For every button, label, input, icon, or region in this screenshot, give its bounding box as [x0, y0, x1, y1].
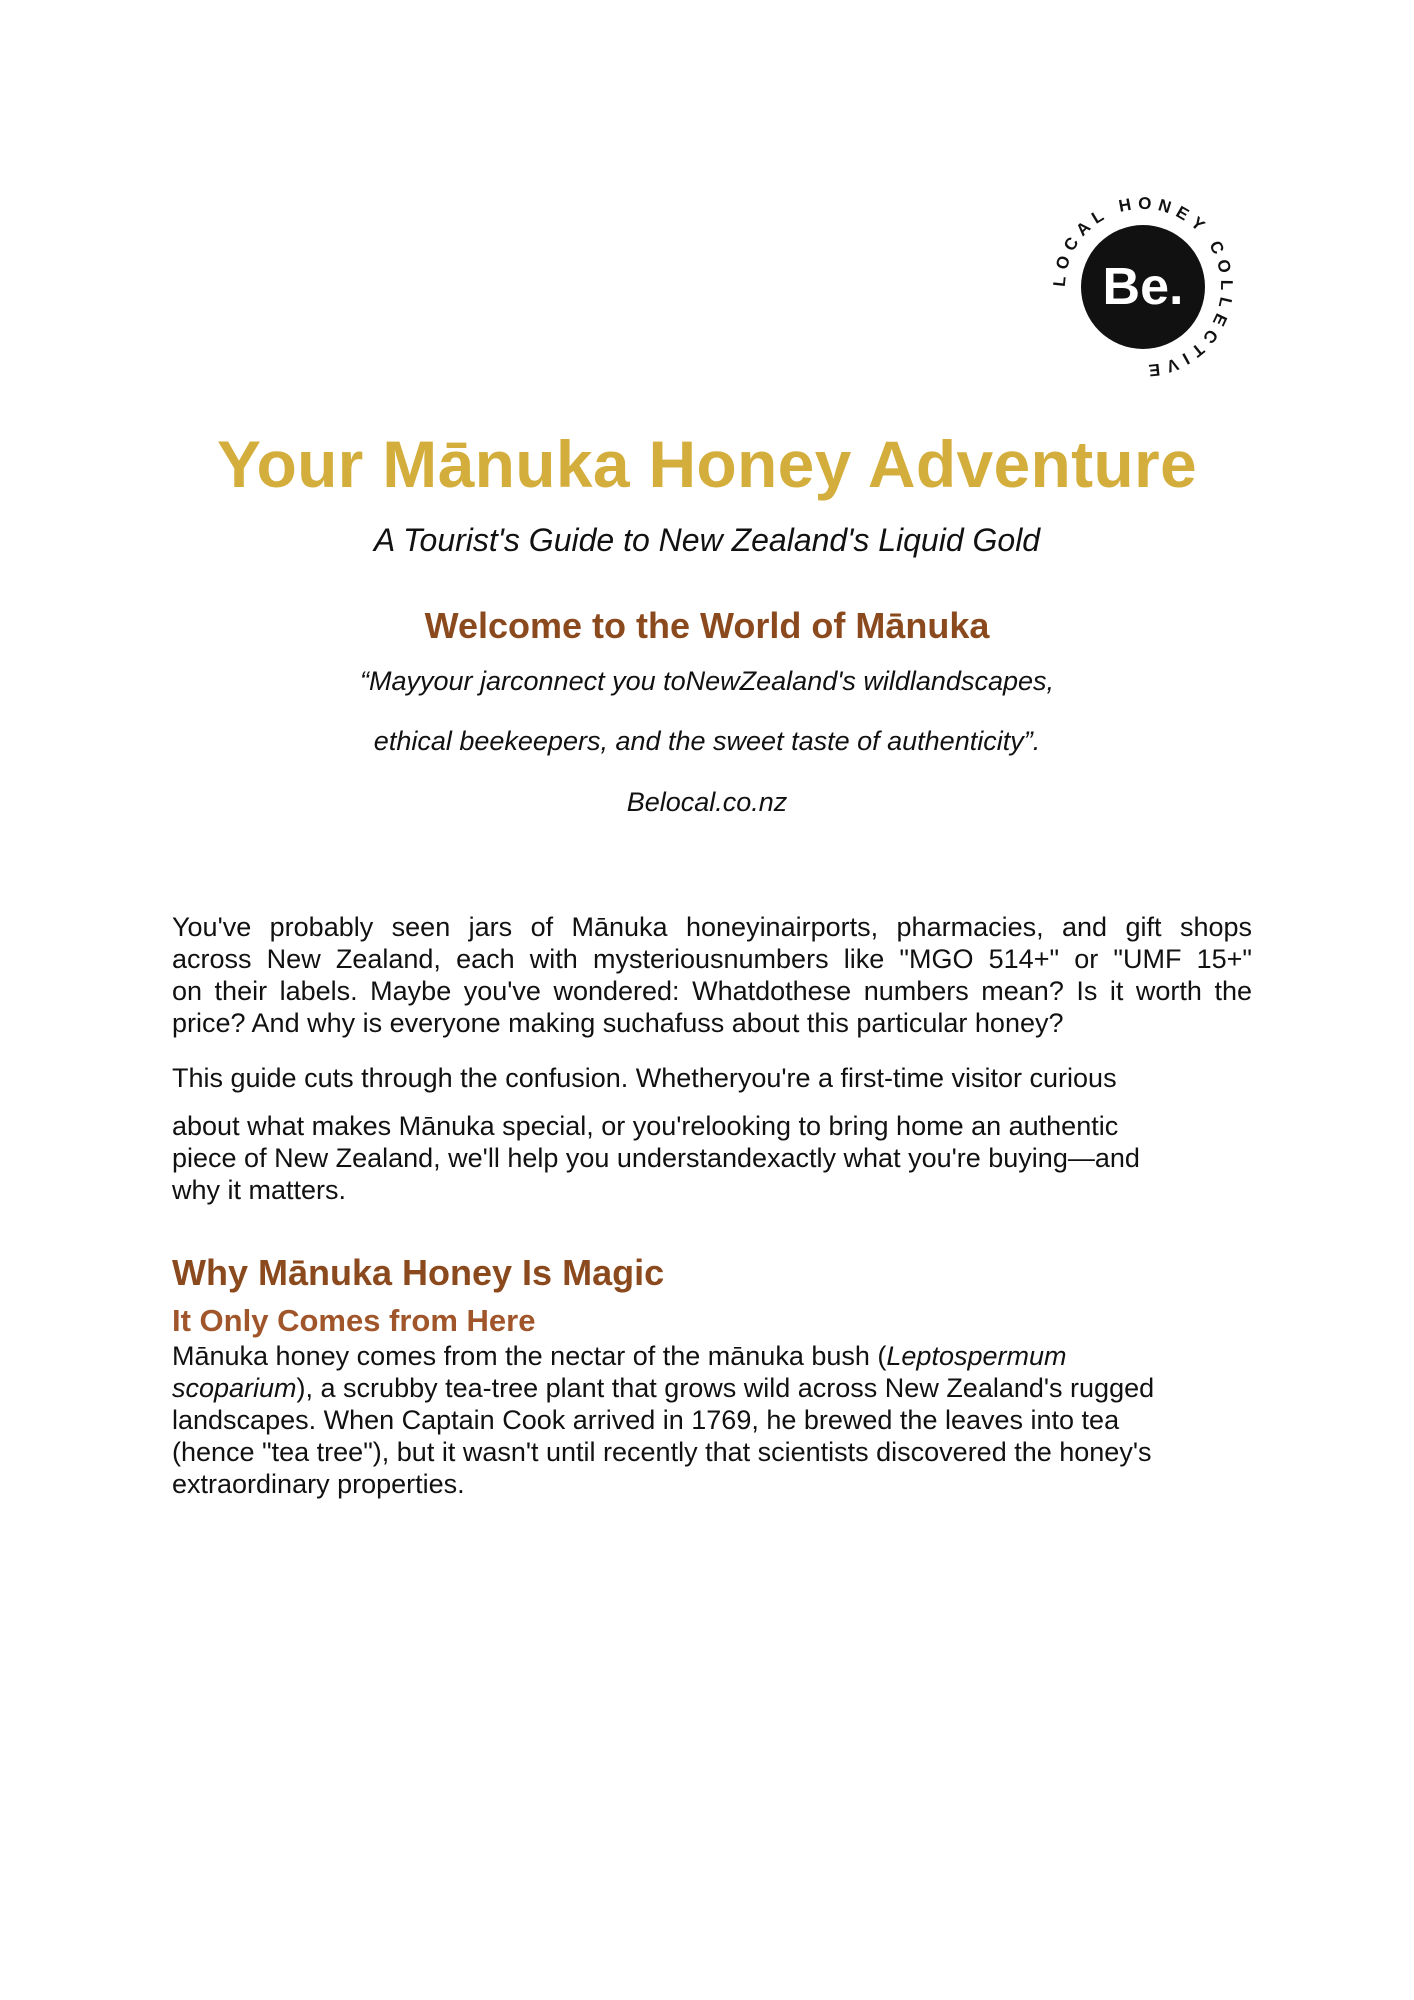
section-paragraph [172, 1340, 1252, 1500]
intro-p2-line: about what makes Mānuka special, or you'relooking to bring home an authentic [172, 1111, 1119, 1141]
page-subtitle: A Tourist's Guide to New Zealand's Liquid Gold [373, 522, 1041, 558]
section-p-line1-text: Mānuka honey comes from the nectar of the mānuka bush ( [172, 1341, 887, 1371]
intro-p1-line: across New Zealand, each with mysteriousnumbers like "MGO 514+" or "UMF 15+" [172, 944, 1252, 974]
species-name-part1: Leptospermum [886, 1341, 1067, 1371]
quote-line-1: “Mayyour jarconnect you toNewZealand's wildlandscapes, [360, 666, 1054, 696]
intro-p1-line: You've probably seen jars of Mānuka honeyinairports, pharmacies, and gift shops [172, 912, 1252, 942]
quote-attribution: Belocal.co.nz [626, 787, 788, 817]
section-p-line2-text: ), a scrubby tea-tree plant that grows wild across New Zealand's rugged [296, 1373, 1155, 1403]
intro-paragraph-1 [172, 911, 1252, 1039]
logo-seal [1048, 192, 1238, 382]
intro-paragraph-2 [172, 1110, 1252, 1206]
logo-ring-text: LOCAL HONEY COLLECTIVE [1049, 193, 1237, 381]
page-title: Your Mānuka Honey Adventure [217, 427, 1197, 501]
intro-p2-line: piece of New Zealand, we'll help you understandexactly what you're buying—and [172, 1143, 1140, 1173]
section-p-line: extraordinary properties. [172, 1469, 465, 1499]
section-p-line [172, 1372, 1252, 1404]
section-subheading: It Only Comes from Here [172, 1303, 536, 1338]
be-local-honey-logo [1048, 192, 1238, 382]
section-heading: Why Mānuka Honey Is Magic [172, 1252, 665, 1293]
intro-p2-line: why it matters. [172, 1175, 347, 1205]
intro-p1-line: price? And why is everyone making suchafuss about this particular honey? [172, 1008, 1064, 1038]
quote-line-2: ethical beekeepers, and the sweet taste of authenticity”. [373, 726, 1041, 756]
section-p-line: landscapes. When Captain Cook arrived in 1769, he brewed the leaves into tea [172, 1405, 1120, 1435]
section-p-line: (hence "tea tree"), but it wasn't until recently that scientists discovered the honey's [172, 1437, 1152, 1467]
intro-paragraph-2-line-1: This guide cuts through the confusion. Whetheryou're a first-time visitor curious [172, 1063, 1117, 1093]
logo-center-text: Be. [1102, 258, 1184, 316]
section-p-line [172, 1340, 1252, 1372]
species-name-part2: scoparium [172, 1373, 297, 1403]
intro-p1-line: on their labels. Maybe you've wondered: Whatdothese numbers mean? Is it worth the [172, 976, 1252, 1006]
welcome-heading: Welcome to the World of Mānuka [424, 605, 990, 646]
